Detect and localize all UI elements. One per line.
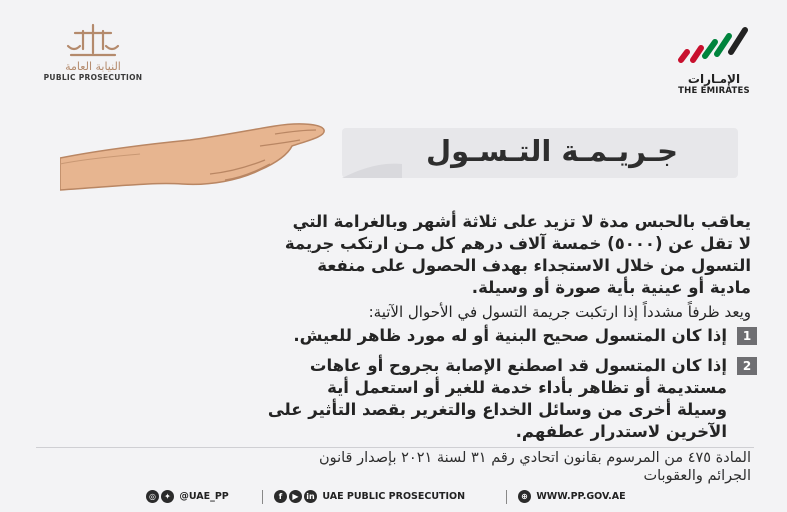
item-line: وسيلة أخرى من وسائل الخداع والتغرير بقصد التأثير على <box>267 400 727 419</box>
item-number-badge: 1 <box>737 327 757 345</box>
org-text: UAE PUBLIC PROSECUTION <box>322 491 466 502</box>
footer-separator <box>262 490 263 504</box>
intro-line-highlighted: لا تقل عن (٥٠٠٠) خمسة آلاف درهم كل مـن ارتكب جريمة <box>284 234 751 253</box>
begging-hand-illustration <box>60 100 330 200</box>
twitter-icon[interactable]: ✦ <box>161 490 174 503</box>
emirates-name-english: THE EMIRATES <box>678 86 750 96</box>
emirates-bars-icon <box>675 26 753 66</box>
item-line: مستديمة أو تظاهر بأداء خدمة للغير أو استعمل أية <box>327 378 727 397</box>
public-prosecution-logo <box>38 22 148 82</box>
footer-social-handle[interactable] <box>146 488 229 506</box>
intro-line <box>51 233 751 255</box>
footer-website[interactable] <box>518 488 626 506</box>
youtube-icon[interactable]: ▶ <box>289 490 302 503</box>
intro-line: التسول من خلال الاستجداء بهدف الحصول على منفعة <box>317 256 751 275</box>
title-banner <box>342 128 738 178</box>
condition-item <box>47 325 757 347</box>
reference-line: المادة ٤٧٥ من المرسوم بقانون اتحادي رقم ٣١ لسنة ٢٠٢١ بإصدار قانون <box>318 450 751 466</box>
website-text: WWW.PP.GOV.AE <box>536 491 626 502</box>
item-text <box>47 325 727 347</box>
item-line: إذا كان المتسول قد اصطنع الإصابة بجروح أو عاهات <box>309 356 727 375</box>
footer <box>140 488 760 506</box>
item-line: إذا كان المتسول صحيح البنية أو له مورد ظاهر للعيش. <box>293 326 727 345</box>
divider <box>36 447 754 448</box>
handle-text: @UAE_PP <box>179 491 229 502</box>
lead-line: ويعد ظرفاً مشدداً إذا ارتكبت جريمة التسول في الأحوال الآتية: <box>368 303 751 321</box>
condition-item <box>47 355 757 443</box>
instagram-icon[interactable]: ◎ <box>146 490 159 503</box>
globe-icon[interactable]: ⊕ <box>518 490 531 503</box>
intro-line: مادية أو عينية بأية صورة أو وسيلة. <box>471 278 751 297</box>
intro-line: يعاقب بالحبس مدة لا تزيد على ثلاثة أشهر وبالغرامة التي <box>292 212 751 231</box>
footer-separator <box>506 490 507 504</box>
aggravating-lead <box>51 301 751 323</box>
pp-name-english: PUBLIC PROSECUTION <box>43 73 143 82</box>
pp-name-arabic: النيابة العامة <box>65 60 121 73</box>
reference-line: الجرائم والعقوبات <box>643 468 751 484</box>
page-title: جـريـمـة التـسـول <box>425 134 678 168</box>
footer-org[interactable] <box>274 488 465 506</box>
legal-reference <box>31 449 751 485</box>
intro-paragraph <box>51 211 751 299</box>
scales-emblem-icon <box>65 22 121 58</box>
item-line: الآخرين لاستدرار عطفهم. <box>515 422 727 441</box>
item-number-badge: 2 <box>737 357 757 375</box>
the-emirates-logo <box>668 26 760 96</box>
item-text <box>47 355 727 443</box>
linkedin-icon[interactable]: in <box>304 490 317 503</box>
facebook-icon[interactable]: f <box>274 490 287 503</box>
emirates-name-arabic: الإمـارات <box>687 72 741 86</box>
